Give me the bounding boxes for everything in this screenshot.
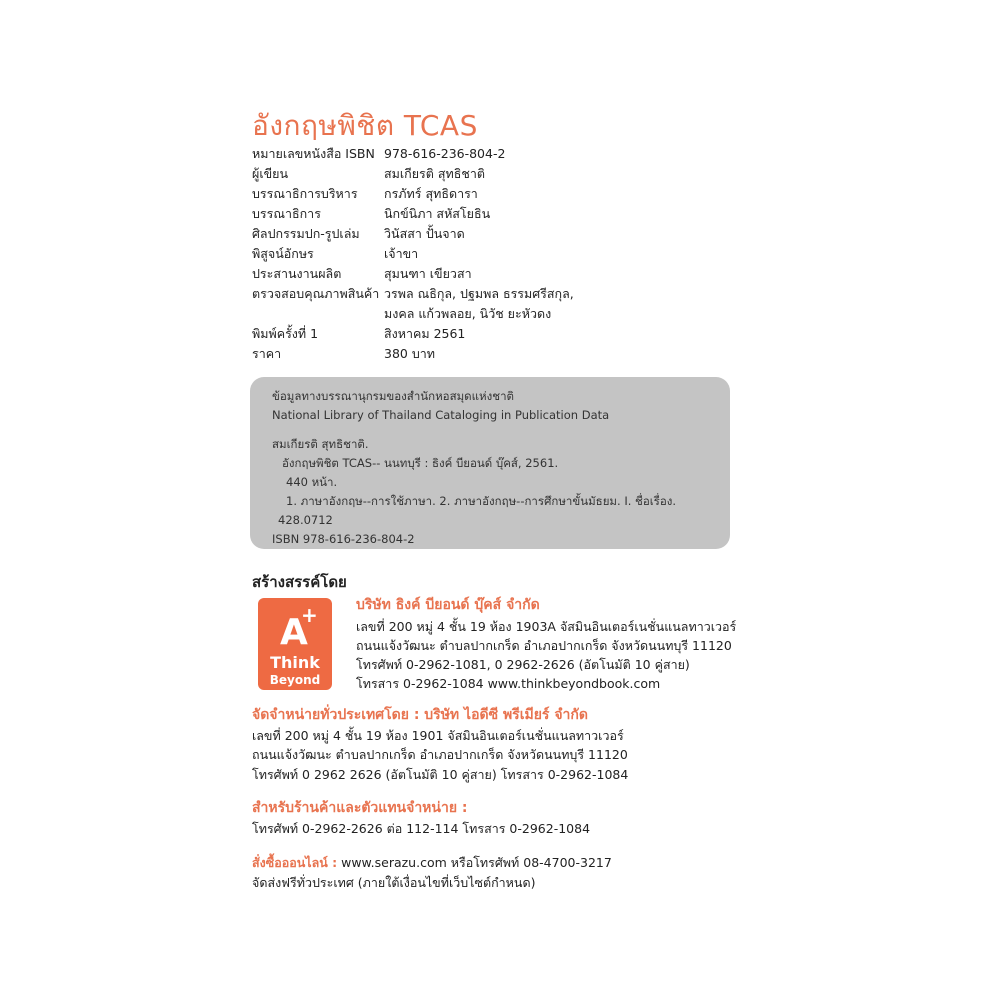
info-row	[252, 144, 574, 164]
logo-text-think: Think	[270, 653, 320, 672]
info-row	[252, 324, 574, 344]
info-value: นิกข์นิภา สหัสโยธิน	[384, 206, 491, 221]
online-text: www.serazu.com หรือโทรศัพท์ 08-4700-3217	[337, 855, 612, 870]
book-info-table	[252, 144, 574, 364]
info-label	[252, 304, 384, 324]
info-label: พิมพ์ครั้งที่ 1	[252, 326, 319, 341]
info-value: กรภัทร์ สุทธิดารา	[384, 186, 478, 201]
info-value: 380 บาท	[384, 346, 436, 361]
company-name: บริษัท ธิงค์ บียอนด์ บุ๊คส์ จำกัด	[356, 597, 540, 613]
cip-box	[250, 377, 730, 549]
cip-subjects: 1. ภาษาอังกฤษ--การใช้ภาษา. 2. ภาษาอังกฤษ--การศึกษาขั้นมัธยม. I. ชื่อเรื่อง.	[286, 494, 677, 508]
info-value: วรพล ณธิกุล, ปฐมพล ธรรมศรีสกุล,	[384, 286, 574, 301]
shops-block	[252, 799, 590, 838]
info-label: บรรณาธิการบริหาร	[252, 186, 358, 201]
distributor-phone: โทรศัพท์ 0 2962 2626 (อัตโนมัติ 10 คู่สาย) โทรสาร 0-2962-1084	[252, 766, 629, 782]
info-label: ตรวจสอบคุณภาพสินค้า	[252, 286, 380, 301]
creator-heading: สร้างสรรค์โดย	[252, 573, 347, 591]
info-row	[252, 344, 574, 364]
company-address-2: ถนนแจ้งวัฒนะ ตำบลปากเกร็ด อำเภอปากเกร็ด จังหวัดนนทบุรี 11120	[356, 638, 732, 653]
online-block	[252, 853, 612, 892]
online-shipping: จัดส่งฟรีทั่วประเทศ (ภายใต้เงื่อนไขที่เว็บไซต์กำหนด)	[252, 874, 536, 890]
info-row	[252, 264, 574, 284]
distributor-address-2: ถนนแจ้งวัฒนะ ตำบลปากเกร็ด อำเภอปากเกร็ด จังหวัดนนทบุรี 11120	[252, 747, 628, 762]
cip-heading-th: ข้อมูลทางบรรณานุกรมของสำนักหอสมุดแห่งชาติ	[272, 389, 514, 403]
info-value: วินัสสา ปั้นจาด	[384, 226, 465, 241]
cip-classification: 428.0712	[278, 513, 333, 527]
info-label: ศิลปกรรมปก-รูปเล่ม	[252, 226, 360, 241]
logo-a-plus-icon: A	[280, 612, 308, 653]
shops-heading: สำหรับร้านค้าและตัวแทนจำหน่าย :	[252, 800, 468, 816]
info-label: ประสานงานผลิต	[252, 266, 342, 281]
distributor-address-1: เลขที่ 200 หมู่ 4 ชั้น 19 ห้อง 1901 จัสมินอินเตอร์เนชั่นแนลทาวเวอร์	[252, 727, 624, 743]
company-phone: โทรศัพท์ 0-2962-1081, 0 2962-2626 (อัตโนมัติ 10 คู่สาย)	[356, 657, 690, 672]
book-title: อังกฤษพิชิต TCAS	[252, 109, 478, 142]
info-label: ผู้เขียน	[252, 166, 289, 181]
creator-company	[356, 596, 736, 693]
info-label: หมายเลขหนังสือ ISBN	[252, 146, 375, 161]
info-value: สุมนฑา เขียวสา	[384, 266, 472, 281]
info-row	[252, 244, 574, 264]
info-row	[252, 184, 574, 204]
info-row	[252, 224, 574, 244]
cip-title: อังกฤษพิชิต TCAS-- นนทบุรี : ธิงค์ บียอนด์ บุ๊คส์, 2561.	[282, 456, 559, 470]
distributor-heading: จัดจำหน่ายทั่วประเทศโดย : บริษัท ไอดีซี พรีเมียร์ จำกัด	[252, 707, 588, 723]
info-row	[252, 204, 574, 224]
info-value: สมเกียรติ สุทธิชาติ	[384, 166, 485, 181]
cip-heading-en: National Library of Thailand Cataloging in Publication Data	[272, 408, 610, 422]
info-value: สิงหาคม 2561	[384, 326, 466, 341]
cip-author: สมเกียรติ สุทธิชาติ.	[272, 437, 369, 451]
info-label: ราคา	[252, 346, 282, 361]
cip-pages: 440 หน้า.	[286, 475, 338, 489]
info-value: มงคล แก้วพลอย, นิวัช ยะหัวดง	[384, 306, 552, 321]
info-row	[252, 304, 574, 324]
logo-text-beyond: Beyond	[269, 673, 321, 687]
info-label: บรรณาธิการ	[252, 206, 321, 221]
shops-phone: โทรศัพท์ 0-2962-2626 ต่อ 112-114 โทรสาร 0-2962-1084	[252, 820, 591, 836]
info-row	[252, 164, 574, 184]
think-beyond-logo	[258, 598, 332, 690]
info-row	[252, 284, 574, 304]
company-fax-web: โทรสาร 0-2962-1084 www.thinkbeyondbook.com	[356, 676, 661, 691]
company-address-1: เลขที่ 200 หมู่ 4 ชั้น 19 ห้อง 1903A จัสมินอินเตอร์เนชั่นแนลทาวเวอร์	[356, 619, 737, 634]
svg-text:+: +	[301, 603, 318, 627]
info-value: 978-616-236-804-2	[384, 146, 506, 161]
cip-isbn: ISBN 978-616-236-804-2	[272, 532, 415, 546]
info-value: เจ้าขา	[384, 246, 419, 261]
info-label: พิสูจน์อักษร	[252, 246, 314, 261]
online-heading: สั่งซื้อออนไลน์ :	[252, 855, 338, 870]
distributor-block	[252, 706, 628, 784]
